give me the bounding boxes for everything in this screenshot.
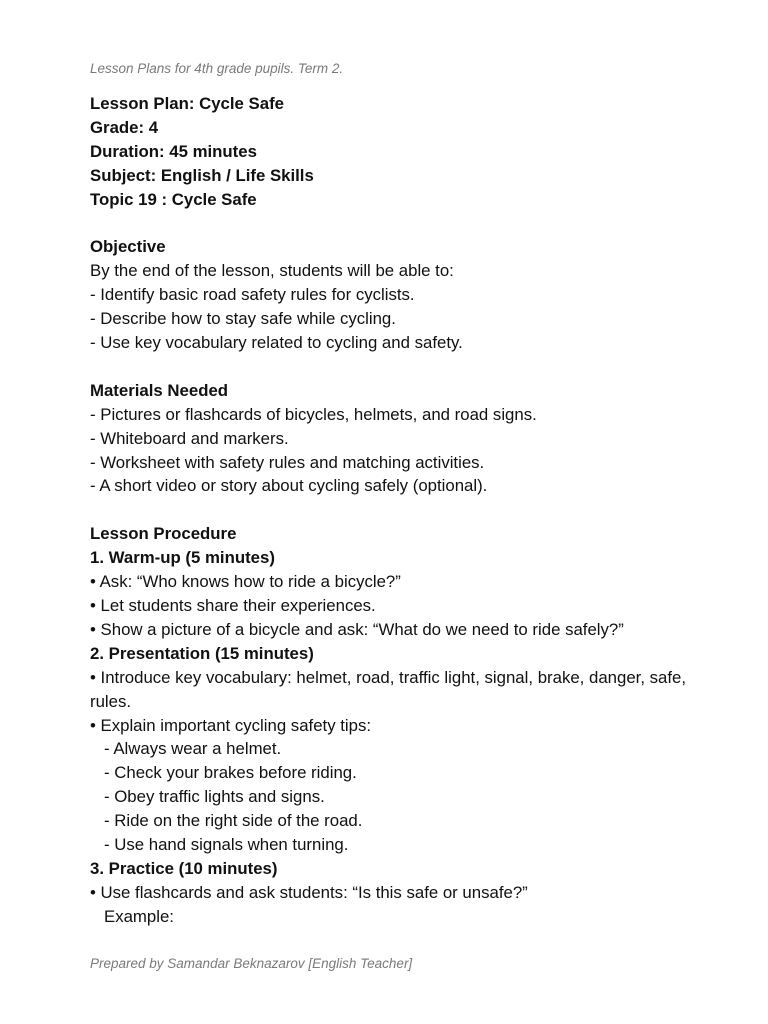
practice-example: Example:	[104, 906, 174, 926]
presentation-tips-intro: • Explain important cycling safety tips:	[90, 715, 372, 735]
spacer	[90, 355, 690, 379]
warmup-item: • Let students share their experiences.	[90, 595, 376, 615]
procedure-heading: Lesson Procedure	[90, 524, 237, 544]
materials-item: - A short video or story about cycling safely (optional).	[90, 476, 488, 496]
objective-item: - Describe how to stay safe while cycling.	[90, 309, 396, 329]
grade-line: Grade: 4	[90, 117, 159, 137]
objective-item: - Use key vocabulary related to cycling and safety.	[90, 333, 463, 353]
objective-item: - Identify basic road safety rules for cyclists.	[90, 285, 415, 305]
lesson-title: Lesson Plan: Cycle Safe	[90, 94, 284, 113]
practice-item: • Use flashcards and ask students: “Is this safe or unsafe?”	[90, 882, 528, 902]
presentation-vocab: • Introduce key vocabulary: helmet, road, traffic light, signal, brake, danger, safe, rules.	[90, 667, 687, 711]
safety-tip: - Check your brakes before riding.	[104, 763, 357, 783]
topic-line: Topic 19 : Cycle Safe	[90, 189, 257, 209]
duration-line: Duration: 45 minutes	[90, 141, 257, 161]
spacer	[90, 498, 690, 522]
materials-heading: Materials Needed	[90, 380, 229, 400]
objective-intro: By the end of the lesson, students will be able to:	[90, 261, 454, 281]
warmup-item: • Show a picture of a bicycle and ask: “What do we need to ride safely?”	[90, 619, 624, 639]
warmup-item: • Ask: “Who knows how to ride a bicycle?”	[90, 572, 401, 592]
materials-item: - Pictures or flashcards of bicycles, helmets, and road signs.	[90, 404, 537, 424]
practice-heading: 3. Practice (10 minutes)	[90, 858, 278, 878]
objective-heading: Objective	[90, 237, 166, 257]
safety-tip: - Always wear a helmet.	[104, 739, 282, 759]
safety-tip: - Obey traffic lights and signs.	[104, 787, 325, 807]
footer-note: Prepared by Samandar Beknazarov [English Teacher]	[90, 956, 413, 971]
header-note: Lesson Plans for 4th grade pupils. Term 2.	[90, 61, 344, 76]
spacer	[90, 212, 690, 236]
warmup-heading: 1. Warm-up (5 minutes)	[90, 548, 275, 568]
subject-line: Subject: English / Life Skills	[90, 165, 314, 185]
materials-item: - Worksheet with safety rules and matching activities.	[90, 452, 485, 472]
lesson-content	[90, 92, 690, 929]
presentation-heading: 2. Presentation (15 minutes)	[90, 643, 314, 663]
safety-tip: - Use hand signals when turning.	[104, 835, 349, 855]
safety-tip: - Ride on the right side of the road.	[104, 811, 363, 831]
materials-item: - Whiteboard and markers.	[90, 428, 289, 448]
